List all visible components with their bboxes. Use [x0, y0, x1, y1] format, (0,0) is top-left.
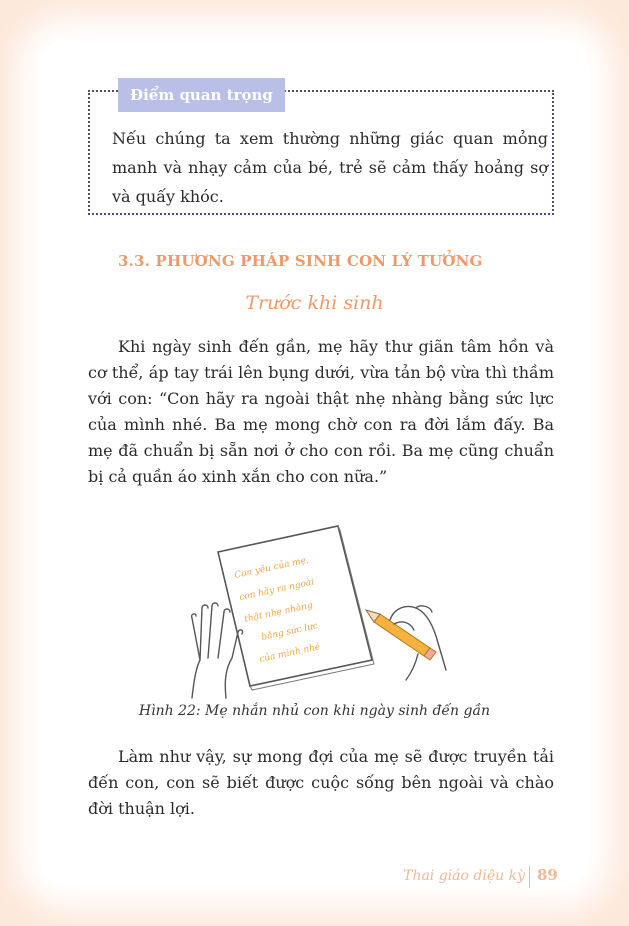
letter-line-5: của mình nhé — [258, 642, 322, 665]
footer-page-number: 89 — [537, 866, 558, 884]
letter-line-4: bằng sức lực — [260, 621, 319, 643]
footer-book-title: Thai giáo diệu kỳ — [403, 868, 525, 884]
section-heading: 3.3. PHƯƠNG PHÁP SINH CON LÝ TƯỞNG — [118, 252, 483, 270]
figure-caption: Hình 22: Mẹ nhắn nhủ con khi ngày sinh đến gần — [138, 703, 491, 719]
letter-line-1: Con yêu của mẹ, — [233, 555, 310, 581]
pencil-icon — [366, 610, 436, 660]
letter-line-3: thật nhẹ nhàng — [243, 600, 314, 625]
subheading: Trước khi sinh — [245, 292, 384, 314]
important-note-text: Nếu chúng ta xem thường những giác quan mỏng manh và nhạy cảm của bé, trẻ sẽ cảm thấy hoảng sợ và quấy khóc. — [112, 129, 548, 206]
important-note-tag: Điểm quan trọng — [118, 78, 285, 112]
letter-line-2: con hãy ra ngoài — [238, 577, 315, 603]
body-paragraph-1: Khi ngày sinh đến gần, mẹ hãy thư giãn tâm hồn và cơ thể, áp tay trái lên bụng dưới, vừa tản bộ vừa thì thầm với con: “Con hãy ra ngoài thật nhẹ nhàng bằng sức lực của mình nhé. Ba mẹ mong chờ con ra đời lắm đấy. Ba mẹ đã chuẩn bị sẵn nơi ở cho con rồi. Ba mẹ cũng chuẩn bị cả quần áo xinh xắn cho con nữa.” — [88, 337, 554, 486]
body-paragraph-2: Làm như vậy, sự mong đợi của mẹ sẽ được truyền tải đến con, con sẽ biết được cuộc sống bên ngoài và chào đời thuận lợi. — [88, 747, 554, 818]
letter-writing-illustration — [180, 520, 450, 700]
footer-separator — [529, 866, 530, 888]
